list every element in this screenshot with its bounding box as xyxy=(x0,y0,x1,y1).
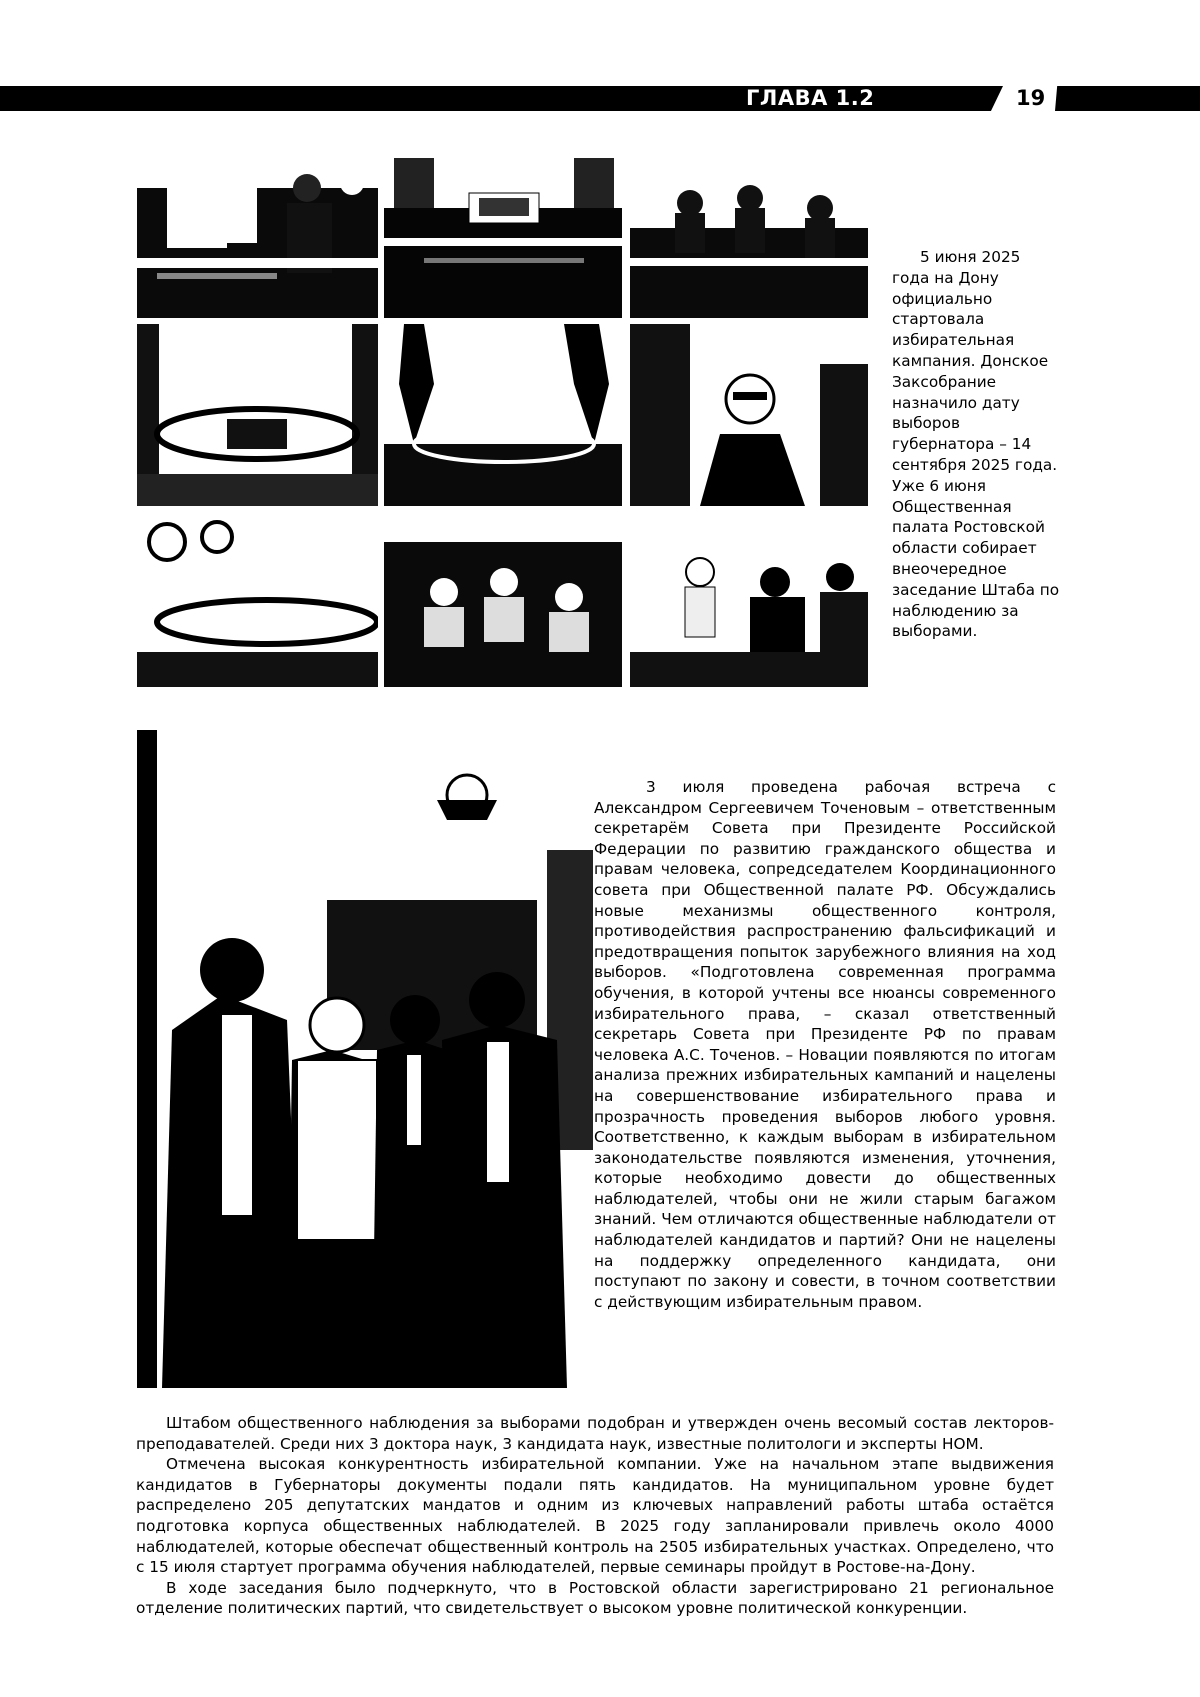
page-header xyxy=(0,86,1200,111)
bottom-paragraph-1: Штабом общественного наблюдения за выборами подобран и утвержден очень весомый состав лекторов-преподавателей. Среди них 3 доктора наук, 3 кандидата наук, известные политологи и эксперты НОМ. xyxy=(136,1414,1054,1453)
photo-audience xyxy=(384,512,622,687)
photo-meeting-1 xyxy=(137,148,378,318)
side-text xyxy=(892,247,1062,642)
photo-hall-1 xyxy=(137,324,378,506)
photo-speaker xyxy=(630,324,868,506)
photo-group xyxy=(137,730,593,1388)
bottom-text xyxy=(136,1413,1054,1619)
bottom-paragraph-2: Отмечена высокая конкурентность избирательной компании. Уже на начальном этапе выдвижения кандидатов в Губернаторы документы подали пять кандидатов. На муниципальном уровне будет распределено 205 депутатских мандатов и одним из ключевых направлений работы штаба остаётся подготовка корпуса общественных наблюдателей. В 2025 году запланировали привлечь около 4000 наблюдателей, которые обеспечат общественный контроль на 2505 избирательных участках. Определено, что с 15 июля стартует программа обучения наблюдателей, первые семинары пройдут в Ростове-на-Дону. xyxy=(136,1455,1054,1577)
header-bar-right xyxy=(1055,86,1200,111)
page-number: 19 xyxy=(1016,86,1046,110)
middle-paragraph: 3 июля проведена рабочая встреча с Александром Сергеевичем Точеновым – ответственным секретарём Совета при Президенте Российской Федерации по развитию гражданского общества и правам человека, сопредседателем Координационного совета при Общественной палате РФ. Обсуждались новые механизмы общественного контроля, противодействия распространению фальсификаций и предотвращения попыток зарубежного влияния на ход выборов. «Подготовлена современная программа обучения, в которой учтены все нюансы современного избирательного права, – сказал ответственный секретарь Совета при Президенте РФ по правам человека А.С. Точенов. – Новации появляются по итогам анализа прежних избирательных кампаний и нацелены на совершенствование избирательного права и прозрачность проведения выборов любого уровня. Соответственно, к каждым выборам в избирательном законодательстве появляются изменения, уточнения, которые необходимо довести до общественных наблюдателей, чтобы они не жили старым багажом знаний. Чем отличаются общественные наблюдатели от наблюдателей кандидатов и партий? Они не нацелены на поддержку определенного кандидата, они поступают по закону и совести, в точном соответствии с действующим избирательным правом. xyxy=(594,778,1056,1311)
photo-meeting-2 xyxy=(384,148,622,318)
photo-meeting-3 xyxy=(630,148,868,318)
chapter-label: ГЛАВА 1.2 xyxy=(746,86,875,110)
middle-text xyxy=(594,777,1056,1312)
photo-panel xyxy=(630,512,868,687)
side-paragraph: 5 июня 2025 года на Дону официально стартовала избирательная кампания. Донское Заксобрание назначило дату выборов губернатора – 14 сентября 2025 года. Уже 6 июня Общественная палата Ростовской области собирает внеочередное заседание Штаба по наблюдению за выборами. xyxy=(892,248,1060,641)
bottom-paragraph-3: В ходе заседания было подчеркнуто, что в Ростовской области зарегистрировано 21 региональное отделение политических партий, что свидетельствует о высоком уровне политической конкуренции. xyxy=(136,1578,1054,1618)
photo-hall-2 xyxy=(384,324,622,506)
photo-hall-3 xyxy=(137,512,378,687)
